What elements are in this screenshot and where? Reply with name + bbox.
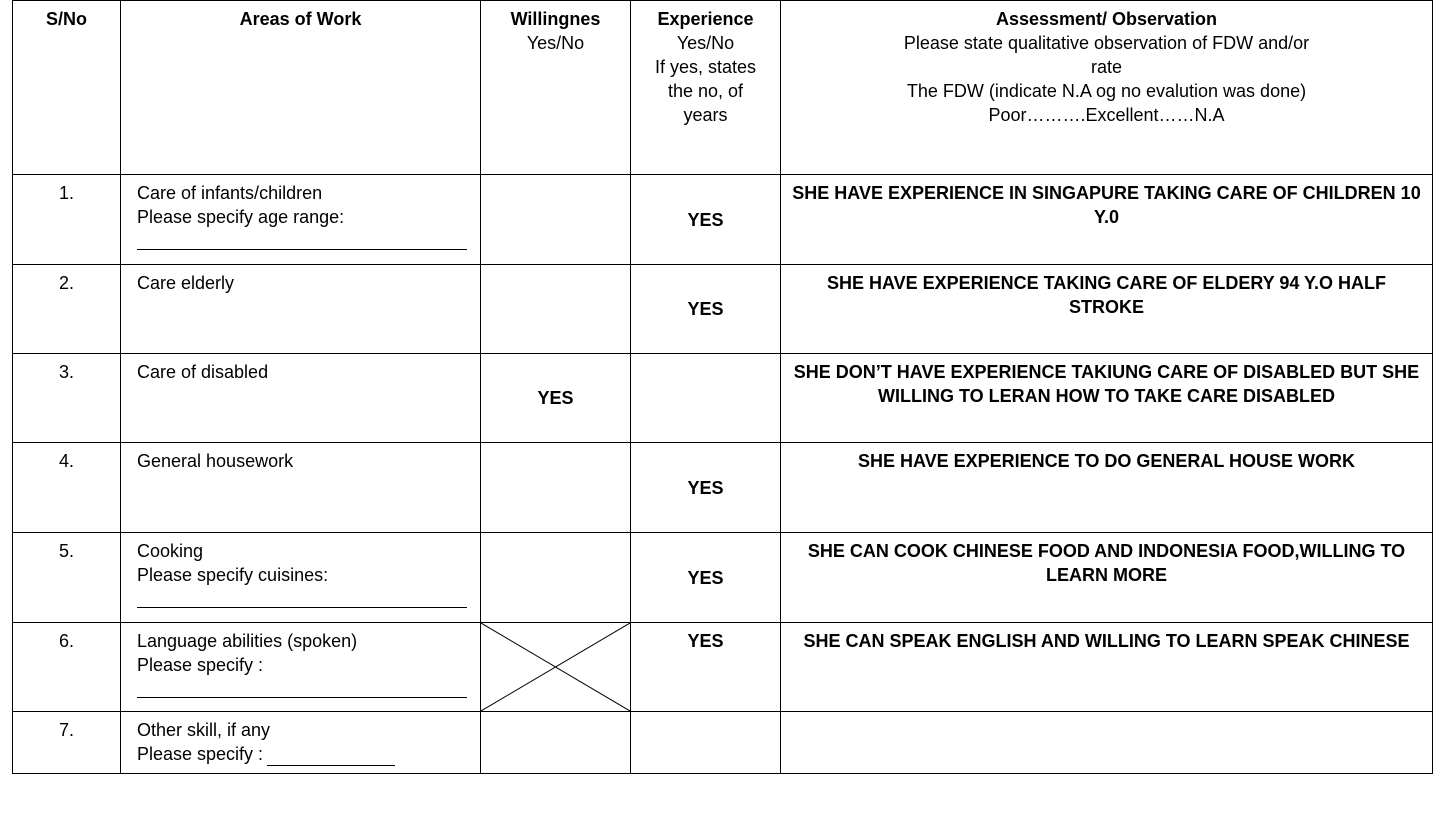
row-number: 2. [13, 265, 121, 354]
header-experience: Experience Yes/No If yes, states the no, of years [631, 1, 781, 175]
row-number: 1. [13, 175, 121, 265]
area-of-work: General housework [121, 443, 481, 533]
observation-cell: SHE HAVE EXPERIENCE TAKING CARE OF ELDERY 94 Y.O HALF STROKE [781, 265, 1433, 354]
experience-cell [631, 354, 781, 443]
willingness-cell [481, 265, 631, 354]
header-row [13, 1, 1433, 175]
table-row [13, 175, 1433, 265]
row-number: 7. [13, 712, 121, 774]
willingness-cell [481, 443, 631, 533]
header-sno: S/No [13, 1, 121, 175]
area-of-work: Other skill, if any Please specify : [121, 712, 481, 774]
row-number: 5. [13, 533, 121, 623]
table-row [13, 712, 1433, 774]
table-row [13, 533, 1433, 623]
area-of-work: Care of infants/children Please specify age range: [121, 175, 481, 265]
table-row [13, 354, 1433, 443]
cuisines-blank[interactable] [137, 589, 467, 608]
experience-cell: YES [631, 443, 781, 533]
skills-assessment-table [12, 0, 1433, 774]
row-number: 3. [13, 354, 121, 443]
observation-cell: SHE HAVE EXPERIENCE IN SINGAPURE TAKING CARE OF CHILDREN 10 Y.0 [781, 175, 1433, 265]
age-range-blank[interactable] [137, 231, 467, 250]
experience-cell [631, 712, 781, 774]
table-row [13, 443, 1433, 533]
other-skill-blank[interactable] [267, 747, 395, 766]
willingness-cell: YES [481, 354, 631, 443]
header-area: Areas of Work [121, 1, 481, 175]
experience-cell: YES [631, 623, 781, 712]
table-row [13, 265, 1433, 354]
observation-cell: SHE CAN COOK CHINESE FOOD AND INDONESIA FOOD,WILLING TO LEARN MORE [781, 533, 1433, 623]
row-number: 6. [13, 623, 121, 712]
row-number: 4. [13, 443, 121, 533]
cross-out-mark [481, 623, 630, 711]
assessment-sheet [12, 0, 1433, 774]
willingness-cell [481, 712, 631, 774]
observation-cell: SHE HAVE EXPERIENCE TO DO GENERAL HOUSE WORK [781, 443, 1433, 533]
experience-cell: YES [631, 265, 781, 354]
language-blank[interactable] [137, 679, 467, 698]
experience-cell: YES [631, 533, 781, 623]
area-of-work: Care elderly [121, 265, 481, 354]
area-of-work: Care of disabled [121, 354, 481, 443]
observation-cell [781, 712, 1433, 774]
header-willingness: Willingnes Yes/No [481, 1, 631, 175]
header-assessment: Assessment/ Observation Please state qualitative observation of FDW and/or rate The FDW (indicate N.A og no evalution was done) Poor……….Excellent……N.A [781, 1, 1433, 175]
area-of-work: Cooking Please specify cuisines: [121, 533, 481, 623]
willingness-cell-crossed [481, 623, 631, 712]
willingness-cell [481, 533, 631, 623]
experience-cell: YES [631, 175, 781, 265]
table-row [13, 623, 1433, 712]
observation-cell: SHE DON’T HAVE EXPERIENCE TAKIUNG CARE OF DISABLED BUT SHE WILLING TO LERAN HOW TO TAKE CARE DISABLED [781, 354, 1433, 443]
observation-cell: SHE CAN SPEAK ENGLISH AND WILLING TO LEARN SPEAK CHINESE [781, 623, 1433, 712]
area-of-work: Language abilities (spoken) Please specify : [121, 623, 481, 712]
willingness-cell [481, 175, 631, 265]
